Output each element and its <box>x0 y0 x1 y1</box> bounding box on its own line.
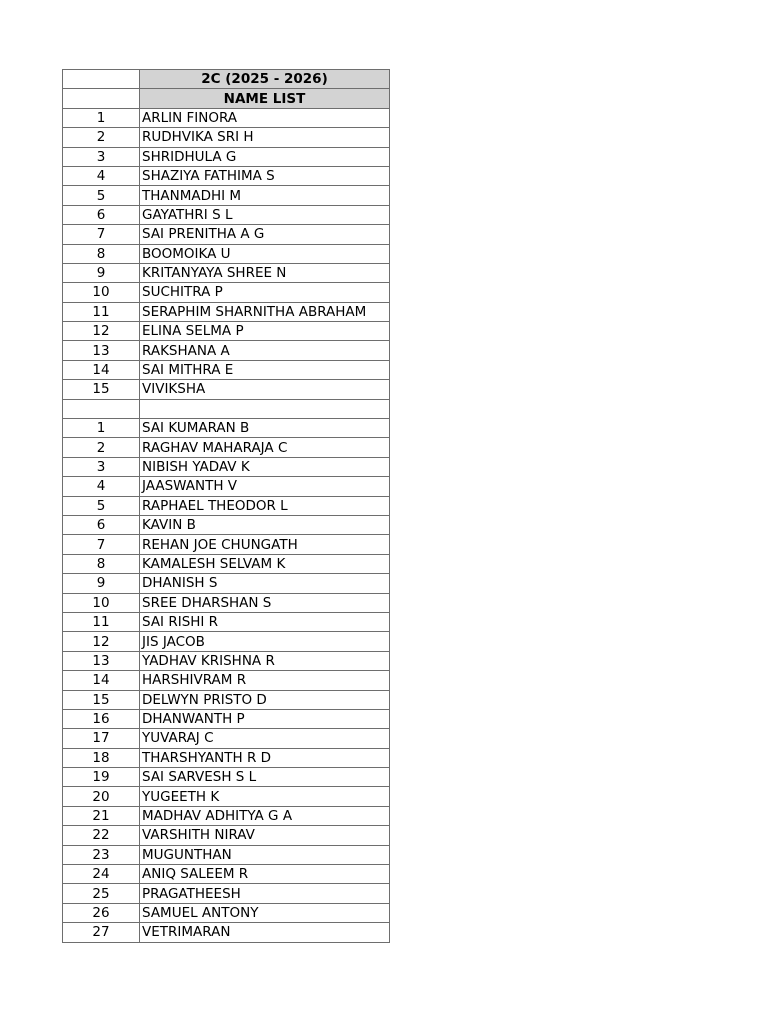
student-row <box>63 360 390 379</box>
student-row <box>63 283 390 302</box>
serial-number: 5 <box>63 496 140 515</box>
blank-cell <box>63 399 140 418</box>
serial-number: 22 <box>63 826 140 845</box>
serial-number: 11 <box>63 302 140 321</box>
student-name: SREE DHARSHAN S <box>140 593 390 612</box>
student-row <box>63 826 390 845</box>
student-row <box>63 709 390 728</box>
student-row <box>63 419 390 438</box>
serial-number: 13 <box>63 651 140 670</box>
serial-number: 6 <box>63 205 140 224</box>
name-list-heading: NAME LIST <box>140 89 390 108</box>
student-name: RAPHAEL THEODOR L <box>140 496 390 515</box>
student-row <box>63 651 390 670</box>
serial-number: 12 <box>63 322 140 341</box>
student-name: SERAPHIM SHARNITHA ABRAHAM <box>140 302 390 321</box>
student-name: YUGEETH K <box>140 787 390 806</box>
student-row <box>63 186 390 205</box>
student-name: ARLIN FINORA <box>140 108 390 127</box>
student-name: SAI SARVESH S L <box>140 768 390 787</box>
student-row <box>63 438 390 457</box>
student-name: SAI PRENITHA A G <box>140 225 390 244</box>
student-row <box>63 380 390 399</box>
student-name: DHANWANTH P <box>140 709 390 728</box>
student-name: MADHAV ADHITYA G A <box>140 806 390 825</box>
name-list-table <box>62 69 390 943</box>
student-name: ANIQ SALEEM R <box>140 865 390 884</box>
student-name: BOOMOIKA U <box>140 244 390 263</box>
student-row <box>63 729 390 748</box>
student-name: MUGUNTHAN <box>140 845 390 864</box>
student-name: DHANISH S <box>140 574 390 593</box>
serial-number: 9 <box>63 574 140 593</box>
subtitle-row <box>63 89 390 108</box>
serial-number: 15 <box>63 690 140 709</box>
serial-number: 10 <box>63 593 140 612</box>
student-row <box>63 341 390 360</box>
student-name: REHAN JOE CHUNGATH <box>140 535 390 554</box>
student-row <box>63 496 390 515</box>
student-name: VIVIKSHA <box>140 380 390 399</box>
serial-number: 1 <box>63 108 140 127</box>
student-name: RUDHVIKA SRI H <box>140 128 390 147</box>
serial-number: 2 <box>63 438 140 457</box>
student-row <box>63 515 390 534</box>
student-name: ELINA SELMA P <box>140 322 390 341</box>
student-row <box>63 690 390 709</box>
serial-number: 26 <box>63 903 140 922</box>
serial-number: 7 <box>63 535 140 554</box>
student-row <box>63 632 390 651</box>
serial-number: 5 <box>63 186 140 205</box>
student-name: DELWYN PRISTO D <box>140 690 390 709</box>
student-name: RAGHAV MAHARAJA C <box>140 438 390 457</box>
serial-number: 3 <box>63 457 140 476</box>
serial-number: 15 <box>63 380 140 399</box>
student-name: GAYATHRI S L <box>140 205 390 224</box>
serial-number: 4 <box>63 477 140 496</box>
student-name: PRAGATHEESH <box>140 884 390 903</box>
serial-number: 16 <box>63 709 140 728</box>
student-row <box>63 147 390 166</box>
serial-number: 7 <box>63 225 140 244</box>
title-row-blank-cell <box>63 70 140 89</box>
student-name: SHRIDHULA G <box>140 147 390 166</box>
serial-number: 12 <box>63 632 140 651</box>
student-row <box>63 903 390 922</box>
student-row <box>63 845 390 864</box>
student-row <box>63 322 390 341</box>
student-row <box>63 768 390 787</box>
serial-number: 6 <box>63 515 140 534</box>
serial-number: 3 <box>63 147 140 166</box>
student-name: JAASWANTH V <box>140 477 390 496</box>
serial-number: 14 <box>63 671 140 690</box>
student-row <box>63 671 390 690</box>
student-row <box>63 787 390 806</box>
serial-number: 21 <box>63 806 140 825</box>
serial-number: 25 <box>63 884 140 903</box>
student-name: VETRIMARAN <box>140 923 390 942</box>
student-name: SAI KUMARAN B <box>140 419 390 438</box>
student-name: SUCHITRA P <box>140 283 390 302</box>
serial-number: 8 <box>63 244 140 263</box>
student-name: RAKSHANA A <box>140 341 390 360</box>
student-row <box>63 108 390 127</box>
serial-number: 24 <box>63 865 140 884</box>
blank-cell <box>140 399 390 418</box>
subtitle-row-blank-cell <box>63 89 140 108</box>
title-row <box>63 70 390 89</box>
student-name: JIS JACOB <box>140 632 390 651</box>
student-row <box>63 244 390 263</box>
student-row <box>63 574 390 593</box>
class-title: 2C (2025 - 2026) <box>140 70 390 89</box>
serial-number: 10 <box>63 283 140 302</box>
serial-number: 23 <box>63 845 140 864</box>
student-row <box>63 263 390 282</box>
student-name: NIBISH YADAV K <box>140 457 390 476</box>
student-name: SAI RISHI R <box>140 612 390 631</box>
student-row <box>63 225 390 244</box>
serial-number: 18 <box>63 748 140 767</box>
serial-number: 19 <box>63 768 140 787</box>
serial-number: 13 <box>63 341 140 360</box>
student-name: VARSHITH NIRAV <box>140 826 390 845</box>
serial-number: 27 <box>63 923 140 942</box>
student-row <box>63 923 390 942</box>
serial-number: 1 <box>63 419 140 438</box>
student-row <box>63 554 390 573</box>
student-name: THANMADHI M <box>140 186 390 205</box>
student-row <box>63 128 390 147</box>
student-name: THARSHYANTH R D <box>140 748 390 767</box>
student-name: YADHAV KRISHNA R <box>140 651 390 670</box>
student-name: KAMALESH SELVAM K <box>140 554 390 573</box>
student-row <box>63 535 390 554</box>
student-name: HARSHIVRAM R <box>140 671 390 690</box>
student-row <box>63 302 390 321</box>
student-row <box>63 457 390 476</box>
student-row <box>63 865 390 884</box>
student-row <box>63 593 390 612</box>
student-name: SHAZIYA FATHIMA S <box>140 166 390 185</box>
serial-number: 8 <box>63 554 140 573</box>
serial-number: 14 <box>63 360 140 379</box>
serial-number: 11 <box>63 612 140 631</box>
student-name: KRITANYAYA SHREE N <box>140 263 390 282</box>
serial-number: 4 <box>63 166 140 185</box>
serial-number: 2 <box>63 128 140 147</box>
student-name: YUVARAJ C <box>140 729 390 748</box>
student-row <box>63 884 390 903</box>
student-name: SAMUEL ANTONY <box>140 903 390 922</box>
name-list-body <box>63 70 390 943</box>
student-name: KAVIN B <box>140 515 390 534</box>
student-row <box>63 477 390 496</box>
blank-separator-row <box>63 399 390 418</box>
student-row <box>63 748 390 767</box>
student-row <box>63 205 390 224</box>
student-row <box>63 806 390 825</box>
student-row <box>63 166 390 185</box>
serial-number: 9 <box>63 263 140 282</box>
student-row <box>63 612 390 631</box>
serial-number: 17 <box>63 729 140 748</box>
serial-number: 20 <box>63 787 140 806</box>
student-name: SAI MITHRA E <box>140 360 390 379</box>
